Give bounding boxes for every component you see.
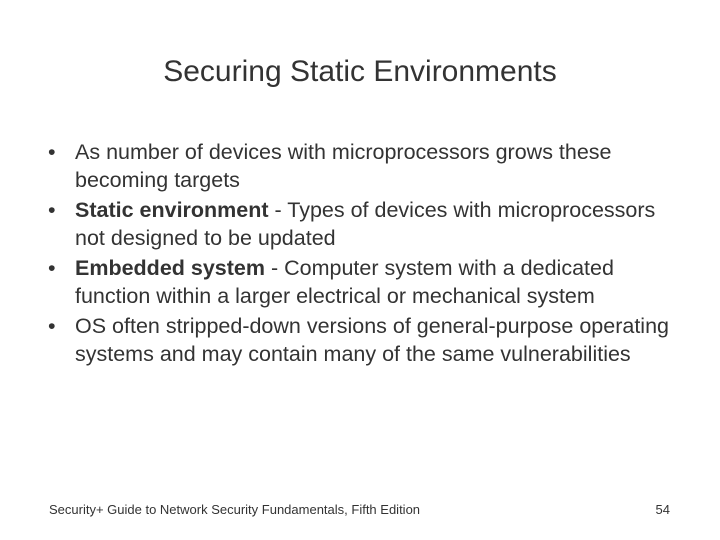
bullet-term: Static environment [75,198,269,222]
bullet-text: - Types of devices with microprocessors not designed to be updated [75,198,656,250]
bullet-marker: • [48,256,56,280]
bullet-marker: • [48,314,56,338]
bullet-list [48,138,678,370]
bullet-text: OS often stripped-down versions of general-purpose operating systems and may contain many of the same vulnerabilities [75,314,669,366]
slide-title: Securing Static Environments [163,55,557,88]
bullet-marker: • [48,198,56,222]
bullet-marker: • [48,140,56,164]
page-number: 54 [655,502,670,517]
footer-source: Security+ Guide to Network Security Fundamentals, Fifth Edition [49,502,421,517]
bullet-text: As number of devices with microprocessors grows these becoming targets [75,140,612,192]
bullet-item [48,196,678,252]
bullet-item [48,138,678,194]
bullet-term: Embedded system [75,256,265,280]
bullet-text: - Computer system with a dedicated function within a larger electrical or mechanical system [75,256,614,308]
bullet-item [48,254,678,310]
bullet-item [48,312,678,368]
